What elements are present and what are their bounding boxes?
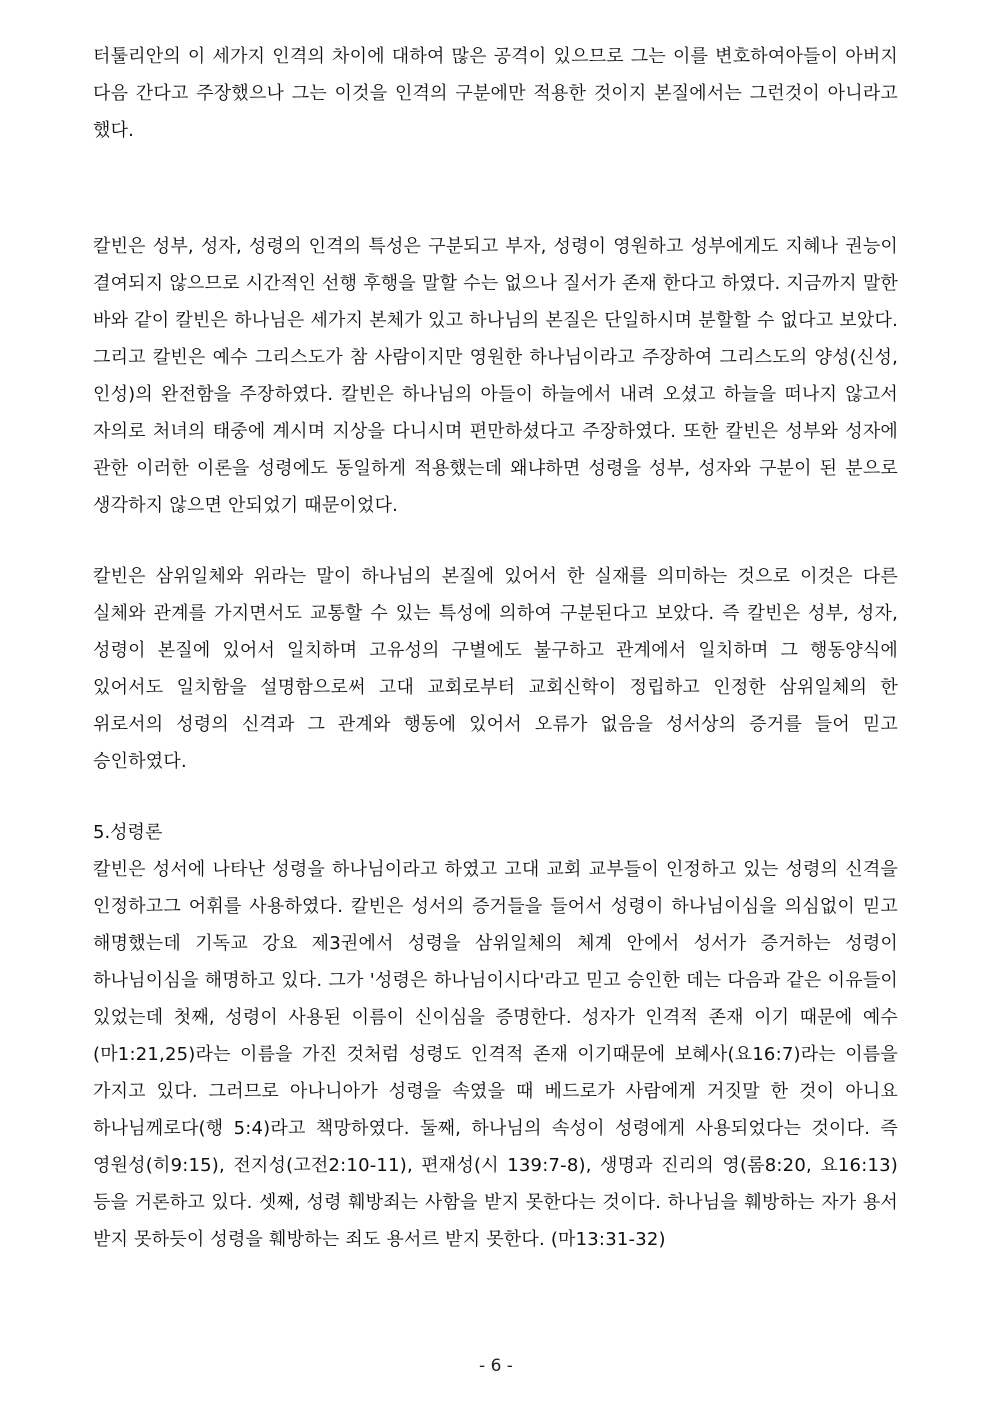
paragraph-spacer xyxy=(93,780,898,814)
paragraph-calvin-trinity: 칼빈은 삼위일체와 위라는 말이 하나님의 본질에 있어서 한 실재를 의미하는 것으로 이것은 다른 실체와 관계를 가지면서도 교통할 수 있는 특성에 의하여 구분된다고 보았다. 즉 칼빈은 성부, 성자, 성령이 본질에 있어서 일치하며 고유성의 구별에도 불구하고 관계에서 일치하며 그 행동양식에 있어서도 일치함을 설명함으로써 고대 교회로부터 교회신학이 정립하고 인정한 삼위일체의 한 위로서의 성령의 신격과 그 관계와 행동에 있어서 오류가 없음을 성서상의 증거를 들어 믿고 승인하였다. xyxy=(93,566,898,772)
paragraph-spacer xyxy=(93,524,898,558)
section-heading: 5.성령론 xyxy=(93,822,163,843)
document-body xyxy=(93,38,898,1258)
paragraph-holy-spirit: 칼빈은 성서에 나타난 성령을 하나님이라고 하였고 고대 교회 교부들이 인정하고 있는 성령의 신격을 인정하고그 어휘를 사용하였다. 칼빈은 성서의 증거들을 들어서 성령이 하나님이심을 의심없이 믿고 해명했는데 기독교 강요 제3권에서 성령을 삼위일체의 체계 안에서 성서가 증거하는 성령이 하나님이심을 해명하고 있다. 그가 '성령은 하나님이시다'라고 믿고 승인한 데는 다음과 같은 이유들이 있었는데 첫째, 성령이 사용된 이름이 신이심을 증명한다. 성자가 인격적 존재 이기 때문에 예수(마1:21,25)라는 이름을 가진 것처럼 성령도 인격적 존재 이기때문에 보혜사(요16:7)라는 이름을 가지고 있다. 그러므로 아나니아가 성령을 속였을 때 베드로가 사람에게 거짓말 한 것이 아니요 하나님께로다(행 5:4)라고 책망하였다. 둘째, 하나님의 속성이 성령에게 사용되었다는 것이다. 즉 영원성(히9:15), 전지성(고전2:10-11), 편재성(시 139:7-8), 생명과 진리의 영(롬8:20, 요16:13)등을 거론하고 있다. 셋째, 성령 훼방죄는 사함을 받지 못한다는 것이다. 하나님을 훼방하는 자가 용서 받지 못하듯이 성령을 훼방하는 죄도 용서르 받지 못한다. (마13:31-32) xyxy=(93,859,898,1250)
paragraph-spacer xyxy=(93,149,898,228)
page-number: - 6 - xyxy=(479,1356,513,1376)
paragraph-tertullian: 터툴리안의 이 세가지 인격의 차이에 대하여 많은 공격이 있으므로 그는 이를 변호하여아들이 아버지 다음 간다고 주장했으나 그는 이것을 인격의 구분에만 적용한 것이지 본질에서는 그런것이 아니라고 했다. xyxy=(93,46,898,141)
paragraph-calvin-persons: 칼빈은 성부, 성자, 성령의 인격의 특성은 구분되고 부자, 성령이 영원하고 성부에게도 지혜나 권능이 결여되지 않으므로 시간적인 선행 후행을 말할 수는 없으나 질서가 존재 한다고 하였다. 지금까지 말한 바와 같이 칼빈은 하나님은 세가지 본체가 있고 하나님의 본질은 단일하시며 분할할 수 없다고 보았다. 그리고 칼빈은 예수 그리스도가 참 사람이지만 영원한 하나님이라고 주장하여 그리스도의 양성(신성, 인성)의 완전함을 주장하였다. 칼빈은 하나님의 아들이 하늘에서 내려 오셨고 하늘을 떠나지 않고서 자의로 처녀의 태중에 계시며 지상을 다니시며 편만하셨다고 주장하였다. 또한 칼빈은 성부와 성자에 관한 이러한 이론을 성령에도 동일하게 적용했는데 왜냐하면 성령을 성부, 성자와 구분이 된 분으로 생각하지 않으면 안되었기 때문이었다. xyxy=(93,236,898,516)
